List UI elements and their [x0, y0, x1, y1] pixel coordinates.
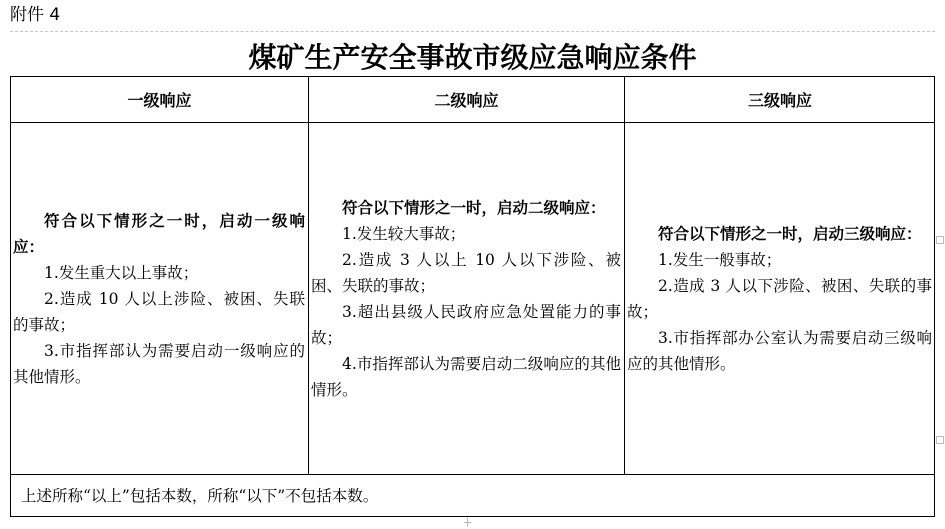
table-header-row — [11, 77, 934, 123]
condition-item: 4.市指挥部认为需要启动二级响应的其他情形。 — [311, 354, 621, 399]
header-cell-level-3[interactable]: 三级响应 — [747, 91, 812, 110]
attachment-label: 附件 4 — [10, 5, 61, 25]
cell-boundary-marker — [467, 517, 478, 527]
header-cell-level-2[interactable]: 二级响应 — [309, 77, 625, 122]
body-cell-level-1[interactable] — [11, 123, 309, 474]
condition-item: 3.市指挥部认为需要启动一级响应的其他情形。 — [13, 341, 305, 386]
header-cell-level-1[interactable]: 一级响应 — [11, 77, 309, 122]
body-cell-level-2[interactable] — [309, 123, 625, 474]
condition-item: 2.造成 3 人以上 10 人以下涉险、被困、失联的事故； — [311, 250, 621, 295]
condition-item: 2.造成 3 人以下涉险、被困、失联的事故； — [627, 276, 932, 321]
page-boundary-line — [10, 31, 935, 32]
condition-item: 3.市指挥部办公室认为需要启动三级响应的其他情形。 — [627, 328, 932, 373]
table-note: 上述所称“以上”包括本数，所称“以下”不包括本数。 — [21, 487, 379, 505]
body-cell-level-3[interactable] — [625, 123, 935, 474]
condition-item: 1.发生重大以上事故； — [44, 263, 199, 282]
document-title: 煤矿生产安全事故市级应急响应条件 — [248, 41, 697, 74]
condition-item: 2.造成 10 人以上涉险、被困、失联的事故； — [13, 289, 305, 334]
condition-item: 1.发生一般事故； — [658, 250, 782, 269]
table-note-row[interactable] — [11, 475, 934, 517]
row-resize-handle[interactable] — [936, 436, 944, 444]
condition-lead: 符合以下情形之一时，启动二级响应： — [342, 197, 606, 217]
row-resize-handle[interactable] — [936, 236, 944, 244]
response-conditions-table — [10, 76, 935, 517]
condition-item: 3.超出县级人民政府应急处置能力的事故； — [311, 302, 621, 347]
table-body-row — [11, 123, 934, 475]
column-marker-icon: + — [463, 516, 473, 529]
condition-lead: 符合以下情形之一时，启动三级响应： — [658, 223, 922, 243]
condition-item: 1.发生较大事故； — [342, 224, 466, 243]
condition-lead: 符合以下情形之一时，启动一级响应： — [13, 210, 305, 256]
